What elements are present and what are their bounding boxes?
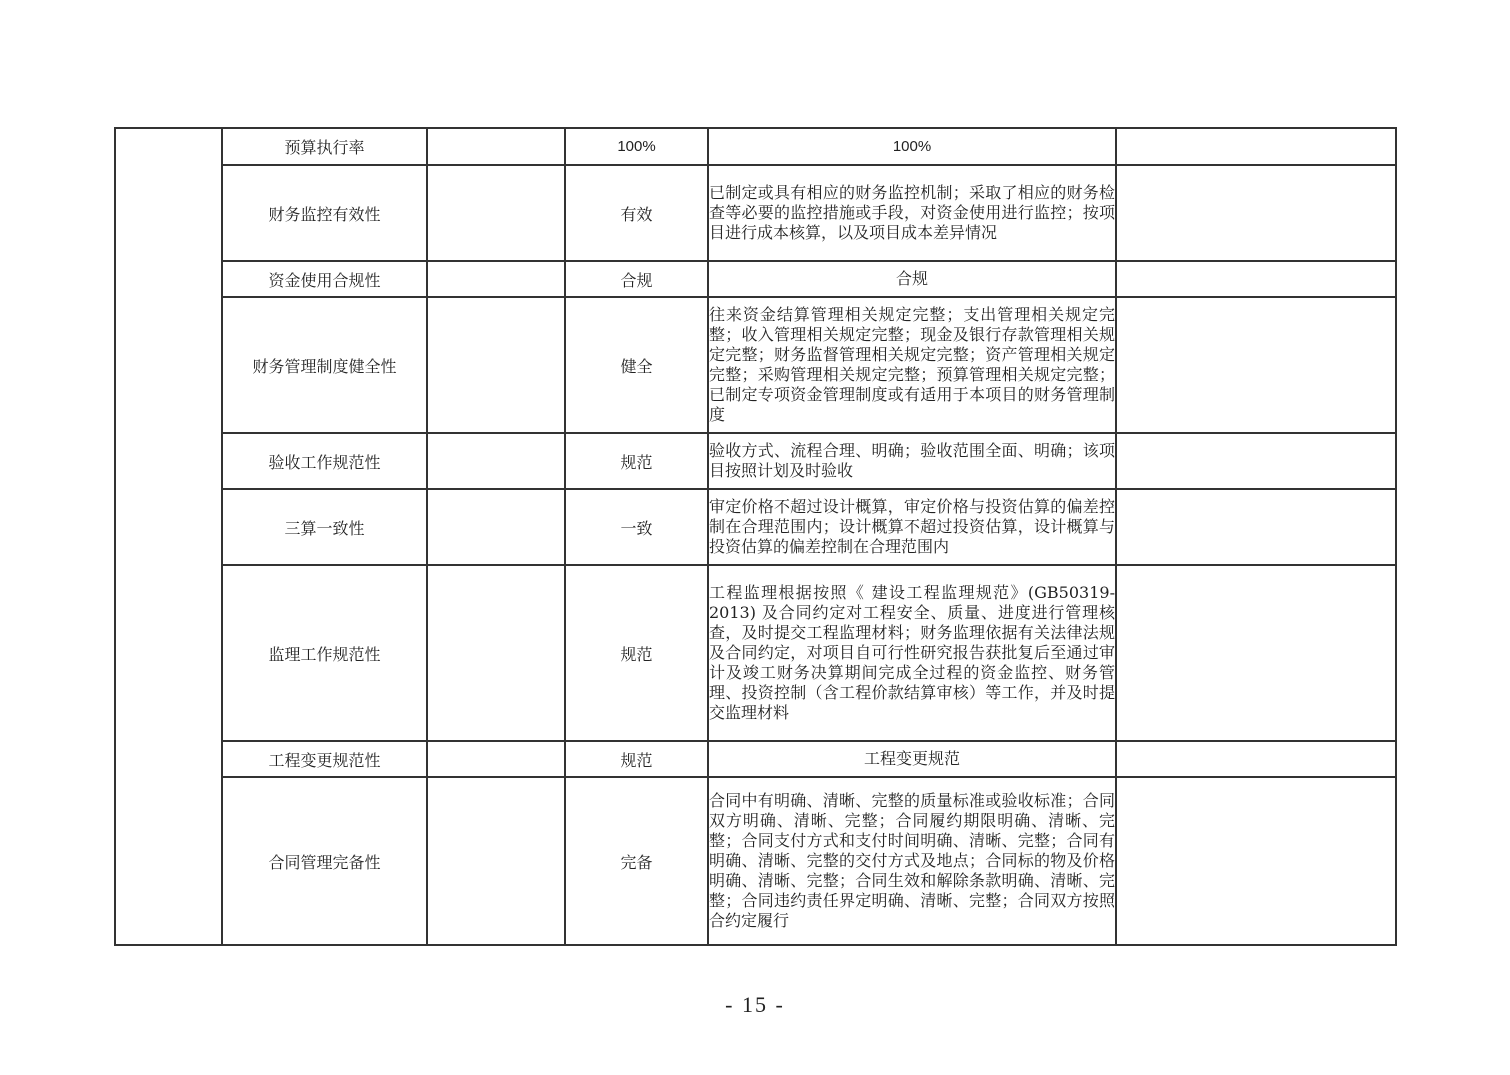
indicator-name: 三算一致性 bbox=[222, 489, 427, 565]
actual-value: 验收方式、流程合理、明确；验收范围全面、明确；该项目按照计划及时验收 bbox=[708, 433, 1116, 489]
actual-value: 合规 bbox=[708, 261, 1116, 297]
actual-value: 往来资金结算管理相关规定完整；支出管理相关规定完整；收入管理相关规定完整；现金及银行存款管理相关规定完整；财务监督管理相关规定完整；资产管理相关规定完整；采购管理相关规定完整；预算管理相关规定完整；已制定专项资金管理制度或有适用于本项目的财务管理制度 bbox=[708, 297, 1116, 433]
table-row bbox=[115, 777, 1396, 945]
target-value: 规范 bbox=[565, 433, 708, 489]
table-row bbox=[115, 741, 1396, 777]
page-number: - 15 - bbox=[725, 992, 785, 1017]
target-value: 健全 bbox=[565, 297, 708, 433]
target-value: 一致 bbox=[565, 489, 708, 565]
score-cell bbox=[1116, 489, 1396, 565]
target-value: 规范 bbox=[565, 741, 708, 777]
table-row bbox=[115, 165, 1396, 261]
score-cell bbox=[1116, 565, 1396, 741]
score-cell bbox=[1116, 165, 1396, 261]
weight-cell bbox=[427, 165, 565, 261]
weight-cell bbox=[427, 565, 565, 741]
target-value: 合规 bbox=[565, 261, 708, 297]
indicator-name: 验收工作规范性 bbox=[222, 433, 427, 489]
table-row bbox=[115, 261, 1396, 297]
target-value: 有效 bbox=[565, 165, 708, 261]
indicator-name: 资金使用合规性 bbox=[222, 261, 427, 297]
indicator-name: 工程变更规范性 bbox=[222, 741, 427, 777]
table-row bbox=[115, 565, 1396, 741]
indicator-name: 财务监控有效性 bbox=[222, 165, 427, 261]
actual-value: 100% bbox=[708, 128, 1116, 165]
indicator-name: 合同管理完备性 bbox=[222, 777, 427, 945]
table-row bbox=[115, 297, 1396, 433]
weight-cell bbox=[427, 741, 565, 777]
target-value: 完备 bbox=[565, 777, 708, 945]
weight-cell bbox=[427, 128, 565, 165]
indicator-name: 财务管理制度健全性 bbox=[222, 297, 427, 433]
weight-cell bbox=[427, 433, 565, 489]
indicator-name: 预算执行率 bbox=[222, 128, 427, 165]
category-cell bbox=[115, 128, 222, 945]
actual-value: 已制定或具有相应的财务监控机制；采取了相应的财务检查等必要的监控措施或手段，对资金使用进行监控；按项目进行成本核算，以及项目成本差异情况 bbox=[708, 165, 1116, 261]
actual-value: 工程监理根据按照《 建设工程监理规范》(GB50319-2013) 及合同约定对工程安全、质量、进度进行管理核查，及时提交工程监理材料；财务监理依据有关法律法规及合同约定，对项目自可行性研究报告获批复后至通过审计及竣工财务决算期间完成全过程的资金监控、财务管理、投资控制（含工程价款结算审核）等工作，并及时提交监理材料 bbox=[708, 565, 1116, 741]
table-row bbox=[115, 128, 1396, 165]
weight-cell bbox=[427, 261, 565, 297]
actual-value: 工程变更规范 bbox=[708, 741, 1116, 777]
score-cell bbox=[1116, 128, 1396, 165]
score-cell bbox=[1116, 777, 1396, 945]
score-cell bbox=[1116, 261, 1396, 297]
table-row bbox=[115, 489, 1396, 565]
score-cell bbox=[1116, 741, 1396, 777]
actual-value: 审定价格不超过设计概算，审定价格与投资估算的偏差控制在合理范围内；设计概算不超过投资估算，设计概算与投资估算的偏差控制在合理范围内 bbox=[708, 489, 1116, 565]
table-row bbox=[115, 433, 1396, 489]
target-value: 100% bbox=[565, 128, 708, 165]
performance-indicator-table bbox=[114, 127, 1397, 946]
weight-cell bbox=[427, 297, 565, 433]
score-cell bbox=[1116, 297, 1396, 433]
indicator-name: 监理工作规范性 bbox=[222, 565, 427, 741]
actual-value: 合同中有明确、清晰、完整的质量标准或验收标准；合同双方明确、清晰、完整；合同履约期限明确、清晰、完整；合同支付方式和支付时间明确、清晰、完整；合同有明确、清晰、完整的交付方式及地点；合同标的物及价格明确、清晰、完整；合同生效和解除条款明确、清晰、完整；合同违约责任界定明确、清晰、完整；合同双方按照合约定履行 bbox=[708, 777, 1116, 945]
target-value: 规范 bbox=[565, 565, 708, 741]
score-cell bbox=[1116, 433, 1396, 489]
weight-cell bbox=[427, 489, 565, 565]
weight-cell bbox=[427, 777, 565, 945]
